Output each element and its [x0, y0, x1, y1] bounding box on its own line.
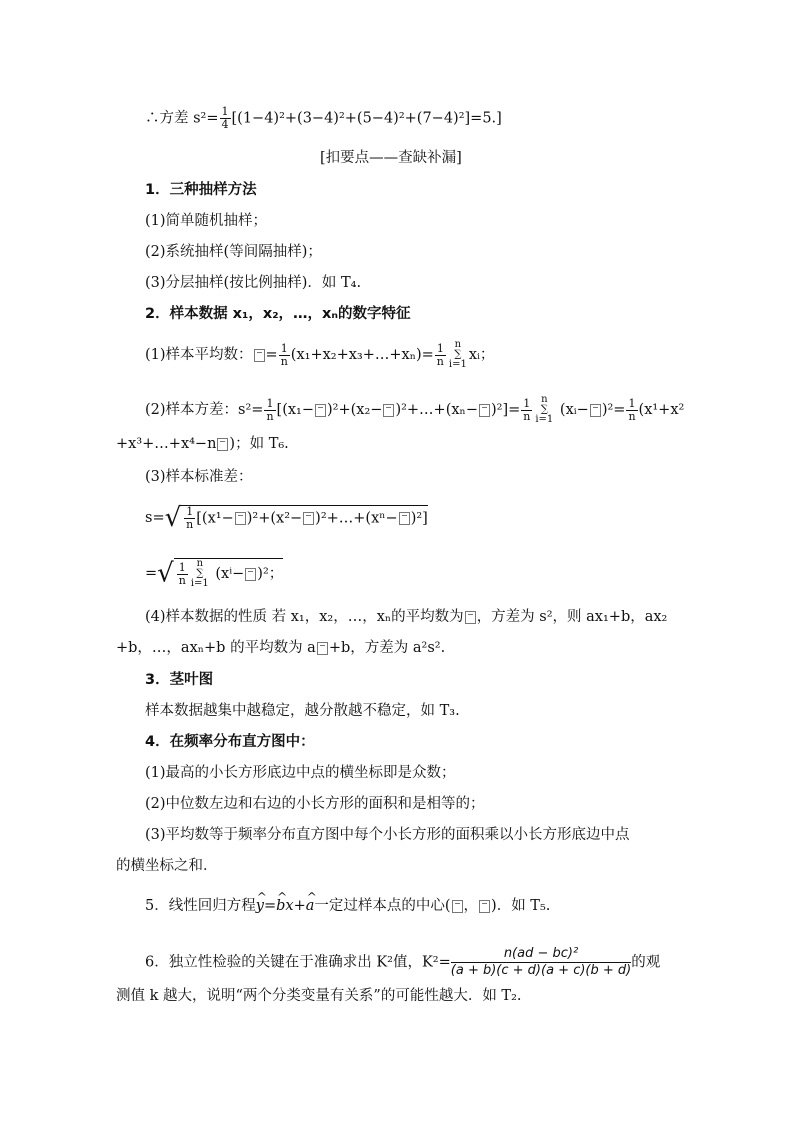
denominator: 4: [221, 118, 229, 131]
formula-text: (x¹+x²: [638, 402, 685, 418]
formula-text: +b，方差为 a²s².: [328, 640, 446, 656]
list-item: (2)系统抽样(等间隔抽样)；: [145, 244, 322, 260]
numerator: 1: [221, 105, 229, 118]
formula-text: 的观: [631, 954, 661, 971]
x-bar-symbol: [479, 404, 490, 417]
section-1-title: 1．三种抽样方法: [145, 182, 257, 198]
y-bar-symbol: [479, 900, 490, 913]
list-item: (2)中位数左边和右边的小长方形的面积和是相等的；: [145, 796, 485, 812]
sum-lower: i=1: [535, 414, 554, 425]
formula-text: (x₁+x₂+x₃+…+xₙ)=: [290, 347, 434, 363]
label: 5．线性回归方程: [145, 898, 256, 914]
summation-symbol: [449, 340, 467, 370]
denominator: n: [436, 354, 444, 368]
independence-test-line: [145, 946, 660, 979]
sigma: ∑: [540, 404, 548, 415]
formula-text: [(x¹−: [196, 510, 234, 527]
section-heading: [扣要点——查缺补漏]: [320, 150, 462, 166]
list-item: (1)最高的小长方形底边中点的横坐标即是众数；: [145, 765, 456, 781]
sigma: ∑: [454, 349, 462, 360]
summation-symbol: [535, 395, 553, 425]
section-2-title: 2．样本数据 x₁，x₂，…，xₙ的数字特征: [145, 306, 411, 322]
fraction: [184, 506, 195, 531]
independence-test-line-cont: 测值 k 越大，说明“两个分类变量有关系”的可能性越大．如 T₂.: [116, 988, 522, 1004]
denominator: n: [186, 518, 194, 531]
formula-text: )．如 T₅.: [491, 898, 551, 914]
y-hat: ^ y: [256, 896, 264, 916]
formula-text: ，: [463, 898, 479, 914]
list-item: (3)分层抽样(按比例抽样)．如 T₄.: [145, 275, 362, 291]
denominator: n: [628, 409, 636, 423]
fraction: [177, 562, 188, 587]
formula-text: 一定过样本点的中心(: [314, 898, 451, 914]
sample-variance-line-cont: [116, 434, 289, 454]
radicand: [181, 505, 428, 531]
numerator: n(ad − bc)²: [451, 946, 631, 963]
fraction: [521, 398, 532, 423]
sqrt-icon: √: [157, 558, 174, 589]
numerator: 1: [184, 506, 195, 519]
formula-text: )²+(x₂−: [327, 402, 383, 418]
sample-variance-line: [145, 395, 684, 425]
formula-text: (xⁱ−: [215, 566, 245, 582]
x-bar-symbol: [315, 404, 326, 417]
formula-text: 6．独立性检验的关键在于准确求出 K²值，K²=: [145, 954, 451, 971]
denominator: (a + b)(c + d)(a + c)(b + d): [450, 963, 632, 978]
sum-lower: i=1: [190, 578, 209, 589]
formula-text: (xᵢ−: [559, 402, 589, 418]
a-hat: ^ a: [306, 896, 315, 916]
denominator: n: [178, 573, 186, 587]
formula-text: s=: [145, 510, 165, 526]
numerator: 1: [177, 562, 188, 575]
label: (1)样本平均数：: [145, 347, 253, 363]
x-bar-symbol: [383, 404, 394, 417]
x-bar-symbol: [399, 512, 410, 525]
x-bar-symbol: [452, 900, 463, 913]
formula-text: [(x₁−: [276, 402, 315, 418]
x-bar-symbol: [465, 611, 476, 624]
k2-fraction: [451, 946, 631, 979]
formula-text: +x³+…+x⁴−n: [116, 436, 217, 452]
property-line-cont: [116, 638, 445, 658]
formula-text: )²+(x²−: [246, 510, 303, 527]
std-formula-line-2: [145, 558, 283, 589]
property-line: [145, 607, 667, 627]
label: (2)样本方差：s²=: [145, 402, 264, 418]
radicand: [174, 558, 284, 589]
x-bar-symbol: [590, 404, 601, 417]
formula-text: )²]=: [490, 402, 521, 418]
formula-text: =: [263, 898, 277, 914]
numerator: 1: [626, 398, 637, 411]
denominator: n: [280, 354, 288, 368]
numerator: 1: [279, 343, 290, 356]
formula-text: )²；: [257, 566, 284, 582]
fraction: [435, 343, 446, 368]
formula-text: +b，…，axₙ+b 的平均数为 a: [116, 640, 316, 656]
formula-text: x+: [285, 898, 306, 914]
numerator: 1: [264, 398, 275, 411]
fraction: [264, 398, 275, 423]
formula-text: )²+…+(xⁿ−: [315, 510, 398, 527]
numerator: 1: [521, 398, 532, 411]
formula-text: )；如 T₆.: [229, 436, 289, 452]
sum-upper: n: [196, 558, 204, 569]
x-bar-symbol: [235, 512, 246, 525]
x-bar-symbol: [254, 349, 265, 362]
list-item: (3)平均数等于频率分布直方图中每个小长方形的面积乘以小长方形底边中点: [145, 827, 630, 843]
summation-symbol: [191, 559, 209, 589]
sqrt-icon: √: [164, 503, 182, 533]
formula-text: ，方差为 s²，则 ax₁+b，ax₂: [476, 609, 668, 625]
x-bar-symbol: [317, 642, 328, 655]
formula-text: ∴方差 s²=: [145, 110, 219, 127]
section-3-title: 3．茎叶图: [145, 672, 214, 688]
sigma: ∑: [196, 568, 204, 579]
list-item-cont: 的横坐标之和．: [116, 858, 218, 874]
formula-text: =: [145, 565, 158, 582]
numerator: 1: [435, 343, 446, 356]
sum-lower: i=1: [448, 359, 467, 370]
b-hat: ^ b: [276, 896, 285, 916]
formula-text: )²]: [410, 510, 428, 527]
sum-upper: n: [541, 394, 548, 405]
list-item: (1)简单随机抽样；: [145, 213, 268, 229]
fraction: [626, 398, 637, 423]
variance-result-line: [145, 106, 502, 131]
fraction: [279, 343, 290, 368]
fraction: [220, 106, 231, 131]
std-title: (3)样本标准差：: [145, 469, 253, 485]
formula-text: )²+…+(xₙ−: [395, 402, 478, 418]
x-bar-symbol: [245, 568, 256, 581]
sum-upper: n: [454, 339, 462, 350]
x-bar-symbol: [303, 512, 314, 525]
std-formula-line: [145, 505, 428, 531]
section-3-text: 样本数据越集中越稳定，越分散越不稳定，如 T₃.: [145, 703, 460, 719]
section-4-title: 4．在频率分布直方图中：: [145, 734, 315, 750]
formula-text: )²=: [601, 402, 626, 418]
formula-text: (4)样本数据的性质 若 x₁，x₂，…，xₙ的平均数为: [145, 609, 464, 625]
regression-line: [145, 896, 550, 916]
sample-mean-line: (1)样本平均数： = $\frac{1}{n}$ (x₁+x₂+x₃+…+xₙ)= $\frac{1}{n}$ n ∑ i=1xᵢ；: [145, 339, 495, 370]
formula-text: xᵢ；: [468, 347, 495, 363]
x-bar-symbol: [217, 438, 228, 451]
denominator: n: [523, 409, 531, 423]
formula-text: [(1−4)²+(3−4)²+(5−4)²+(7−4)²]=5.]: [231, 110, 502, 127]
denominator: n: [266, 409, 274, 423]
